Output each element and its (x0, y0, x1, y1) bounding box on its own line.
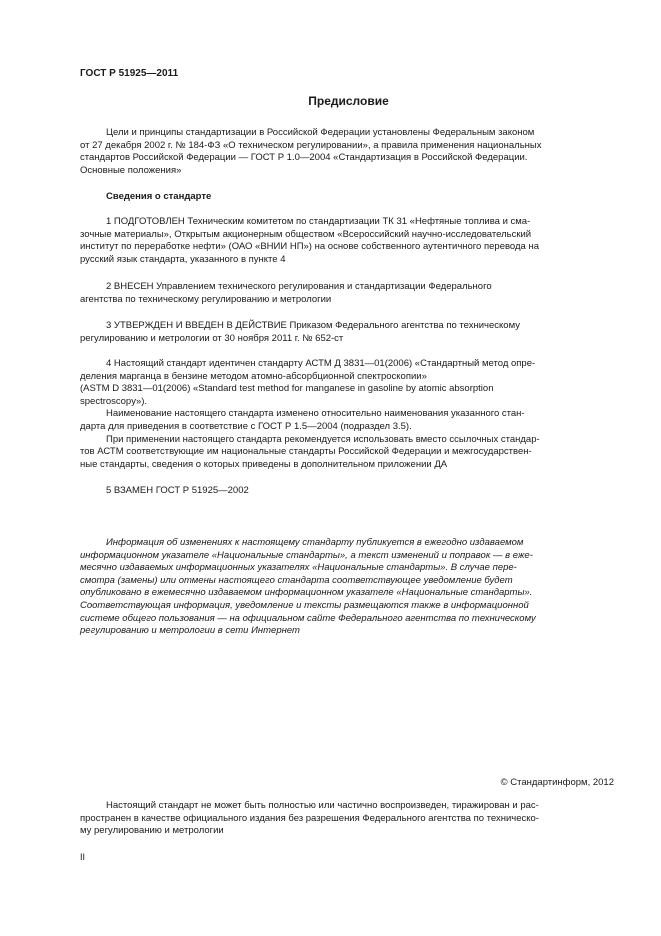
item-4-text: 4 Настоящий стандарт идентичен стандарту АСТМ Д 3831—01(2006) «Стандартный метод опре- деления марганца в бензине методом атомно-абсорбционной спектроскопии» (ASTM D 3831—01(2006) «Standard test method for manganese in gasoline by atomic absorption spectroscopy»). (80, 358, 536, 407)
item-4-references-note: При применении настоящего стандарта рекомендуется использовать вместо ссылочных стандар- тов АСТМ соответствующие им национальные стандарты Российской Федерации и межгосударствен- ные стандарты, сведения о которых приведены в дополнительном приложении ДА (80, 433, 540, 470)
intro-paragraph (80, 127, 614, 177)
item-4 (80, 358, 614, 471)
item-3 (80, 320, 614, 345)
item-5-text: 5 ВЗАМЕН ГОСТ Р 51925—2002 (106, 485, 249, 496)
item-5 (80, 485, 614, 498)
section-heading-block (80, 191, 614, 204)
document-code: ГОСТ Р 51925—2011 (80, 68, 179, 79)
reproduction-note-text: Настоящий стандарт не может быть полностью или частично воспроизведен, тиражирован и рас- пространен в качестве официального издания без разрешения Федерального агентства по техническо- му регулированию и метрологии (80, 800, 539, 837)
change-notice (80, 537, 614, 638)
section-heading: Сведения о стандарте (106, 191, 212, 202)
page-number: II (80, 852, 86, 862)
reproduction-note (80, 800, 614, 838)
item-4-name-note: Наименование настоящего стандарта изменено относительно наименования указанного стан- дарта для приведения в соответствие с ГОСТ Р 1.5—2004 (подраздел 3.5). (80, 408, 525, 432)
item-2 (80, 281, 614, 306)
item-3-text: 3 УТВЕРЖДЕН И ВВЕДЕН В ДЕЙСТВИЕ Приказом Федерального агентства по техническому регулированию и метрологии от 30 ноября 2011 г. № 652-ст (80, 320, 520, 344)
item-1 (80, 216, 614, 266)
item-1-text: 1 ПОДГОТОВЛЕН Техническим комитетом по стандартизации ТК 31 «Нефтяные топлива и сма- зочные материалы», Открытым акционерным обществом «Всероссийский научно-исследовательский институт по переработке нефти» (ОАО «ВНИИ НП») на основе собственного аутентичного перевода на русский язык стандарта, указанного в пункте 4 (80, 216, 539, 265)
copyright-line (80, 777, 614, 790)
intro-text: Цели и принципы стандартизации в Российской Федерации установлены Федеральным законом от 27 декабря 2002 г. № 184-ФЗ «О техническом регулировании», а правила применения национальных стандартов Российской Федерации — ГОСТ Р 1.0—2004 «Стандартизация в Российской Федерации. Основные положения» (80, 127, 542, 176)
page-title: Предисловие (308, 94, 389, 108)
copyright-text: © Стандартинформ, 2012 (500, 777, 614, 788)
change-notice-text: Информация об изменениях к настоящему стандарту публикуется в ежегодно издаваемом информационном указателе «Национальные стандарты», а текст изменений и поправок — в еже- месячно издаваемых информационных указателях «Национальные стандарты». В случае пере- смотра (замены) или отмены настоящего стандарта соответствующее уведомление будет опубликовано в ежемесячно издаваемом информационном указателе «Национальные стандарты». Соответствующая информация, уведомление и тексты размещаются также в информационной системе общего пользования — на официальном сайте Федерального агентства по техническому регулированию и метрологии в сети Интернет (80, 537, 536, 637)
item-2-text: 2 ВНЕСЕН Управлением технического регулирования и стандартизации Федерального агентства по техническому регулированию и метрологии (80, 281, 492, 305)
